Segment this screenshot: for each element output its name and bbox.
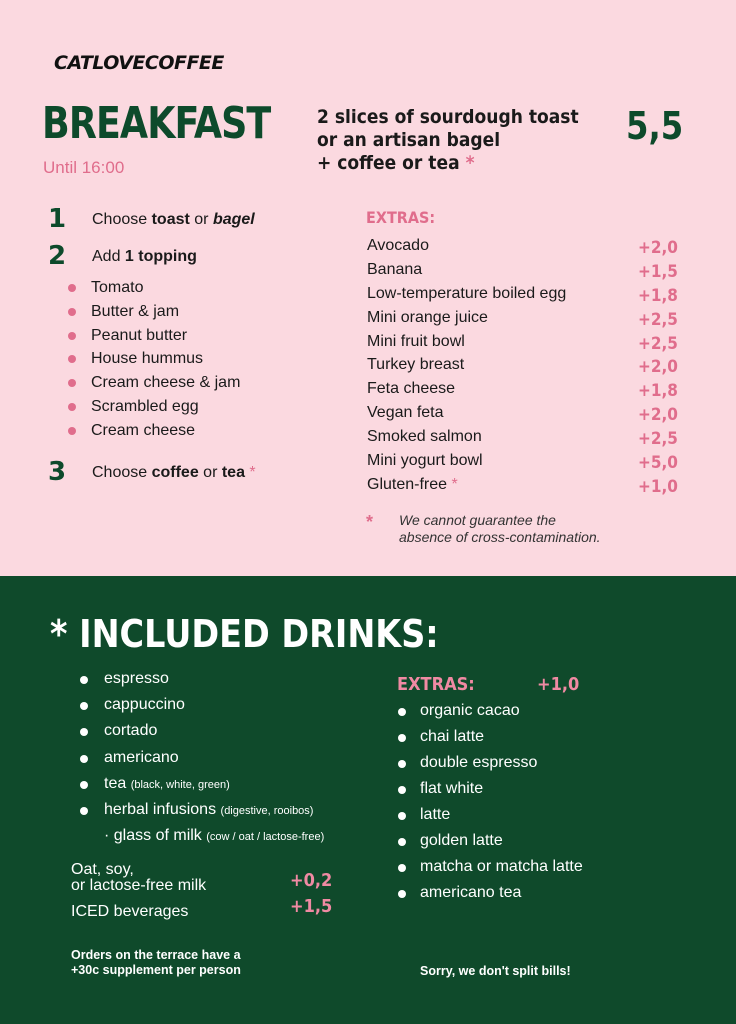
extra-item: Turkey breast +2,0 [367,356,678,378]
description-line: or an artisan bagel [317,129,501,151]
extra-price: +2,5 [638,309,678,330]
iced-price: +1,5 [290,896,333,917]
contamination-note: We cannot guarantee the absence of cross-contamination. [399,512,601,545]
extra-drink-item: chai latte [398,728,583,754]
extra-drink-item: double espresso [398,754,583,780]
topping-item: Tomato [68,276,240,300]
breakfast-title: BREAKFAST [42,98,271,149]
extra-price: +5,0 [638,453,678,474]
extra-drink-item: flat white [398,780,583,806]
topping-item: Cream cheese & jam [68,371,240,395]
extras-list [367,237,679,500]
terrace-note: Orders on the terrace have a +30c supplement per person [71,948,241,977]
step-text: Choose toast or bagel [92,211,255,228]
topping-item: Butter & jam [68,300,240,324]
milk-price: +0,2 [290,870,333,891]
asterisk-marker: * [451,475,458,493]
milk-option: Oat, soy, or lactose-free milk [71,861,207,894]
drinks-extras-title: EXTRAS: [397,674,475,695]
topping-item: Cream cheese [68,419,240,443]
extras-title: EXTRAS: [366,208,436,227]
extra-item: Vegan feta +2,0 [367,404,678,426]
drink-item: espresso [80,670,324,696]
extra-item: Mini yogurt bowl +5,0 [367,452,678,474]
iced-option: ICED beverages [71,903,189,920]
drinks-section [0,576,736,1024]
asterisk-marker: * [249,464,256,481]
topping-item: Peanut butter [68,324,240,348]
extra-price: +2,0 [638,405,678,426]
description-line: 2 slices of sourdough toast [317,106,579,128]
drink-item: americano [80,749,324,775]
extra-price: +1,8 [638,381,678,402]
drink-detail: (digestive, rooibos) [220,804,314,817]
step-number: 1 [48,204,67,234]
split-bills-note: Sorry, we don't split bills! [420,964,571,978]
drink-detail: (black, white, green) [130,778,230,791]
drinks-extras-price: +1,0 [537,674,580,695]
note-asterisk: * [366,512,374,532]
extra-item: Low-temperature boiled egg +1,8 [367,284,678,306]
toppings-list [68,276,240,443]
extra-drink-item: latte [398,806,583,832]
drink-item: cappuccino [80,696,324,722]
breakfast-until: Until 16:00 [43,158,125,177]
extra-price: +1,0 [638,476,678,497]
extra-drinks-list [398,702,583,910]
asterisk-marker: * [465,152,475,174]
extra-item: Feta cheese +1,8 [367,380,678,402]
topping-item: House hummus [68,347,240,371]
extra-price: +2,0 [638,357,678,378]
step-number: 2 [48,241,67,271]
step-number: 3 [48,457,67,487]
extra-item: Mini orange juice +2,5 [367,308,678,330]
drink-sub-item: · glass of milk (cow / oat / lactose-free) [104,827,325,845]
extra-drink-item: golden latte [398,832,583,858]
extra-price: +1,8 [638,285,678,306]
extra-price: +2,0 [638,238,678,258]
drink-item: tea (black, white, green) [80,775,324,801]
extra-drink-item: organic cacao [398,702,583,728]
extra-item: Banana +1,5 [367,260,678,282]
extra-drink-item: matcha or matcha latte [398,858,583,884]
extra-price: +1,5 [638,261,678,282]
brand-logo: CATLOVECOFFEE [54,52,224,74]
drink-item: herbal infusions (digestive, rooibos) [80,801,324,827]
drink-detail: (cow / oat / lactose-free) [206,831,325,844]
drinks-title: * INCLUDED DRINKS: [50,612,439,656]
extra-item: Gluten-free * +1,0 [367,475,678,497]
extra-drink-item: americano tea [398,884,583,910]
step-text: Add 1 topping [92,248,197,265]
description-line: + coffee or tea * [317,152,475,174]
topping-item: Scrambled egg [68,395,240,419]
extra-price: +2,5 [638,429,678,450]
breakfast-description [317,106,587,175]
extra-item: Avocado +2,0 [367,237,678,258]
included-drinks-list [80,670,324,853]
drink-item: cortado [80,722,324,748]
extra-item: Smoked salmon +2,5 [367,428,678,450]
breakfast-price: 5,5 [626,104,684,148]
extra-price: +2,5 [638,333,678,354]
step-text: Choose coffee or tea * [92,464,256,481]
extra-item: Mini fruit bowl +2,5 [367,332,678,354]
